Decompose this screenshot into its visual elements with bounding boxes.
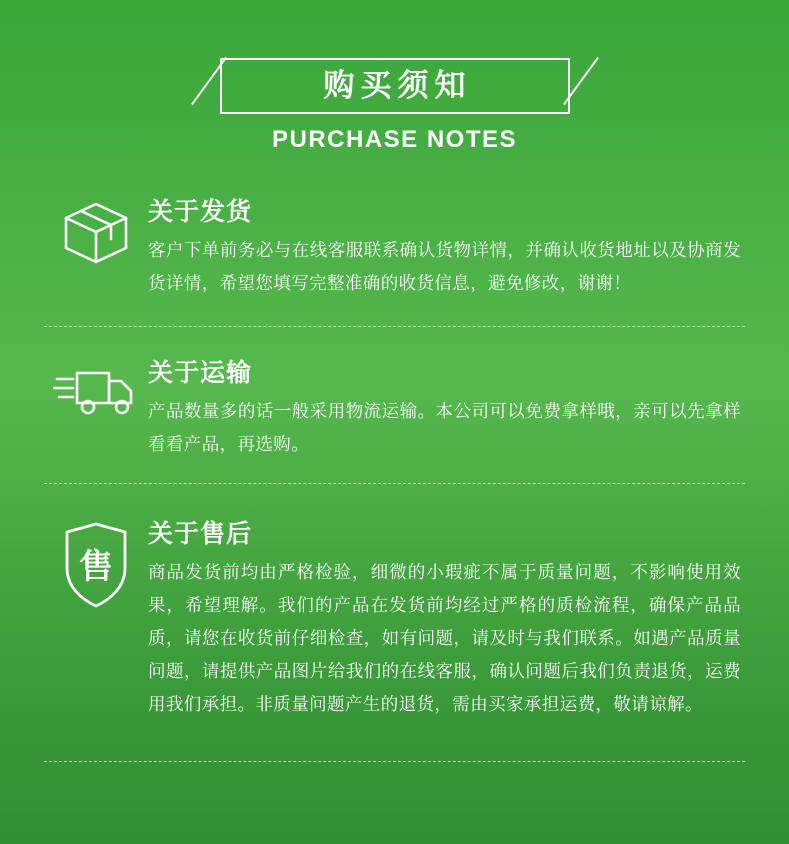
notes-sections	[0, 170, 789, 762]
section-shipping	[44, 170, 745, 300]
box-icon	[44, 192, 148, 268]
page-title: 购买须知	[323, 68, 472, 103]
section-transport	[44, 327, 745, 461]
section-divider-3	[44, 761, 745, 762]
section-title-after-sale: 关于售后	[148, 520, 253, 548]
page-header	[0, 0, 789, 170]
section-after-sale	[44, 484, 745, 721]
shield-after-sale-icon	[44, 514, 148, 612]
shield-icon-glyph: 售	[79, 548, 113, 586]
page-subtitle: PURCHASE NOTES	[271, 126, 518, 153]
section-body-after-sale: 商品发货前均由严格检验，细微的小瑕疵不属于质量问题，不影响使用效果，希望理解。我们的产品在发货前均经过严格的质检流程，确保产品品质，请您在收货前仔细检查，如有问题，请及时与我们联系。如遇产品质量问题，请提供产品图片给我们的在线客服，确认问题后我们负责退货，运费用我们承担。非质量问题产生的退货，需由买家承担运费，敬请谅解。	[148, 562, 741, 714]
section-body-shipping: 客户下单前务必与在线客服联系确认货物详情，并确认收货地址以及协商发货详情，希望您填写完整准确的收货信息，避免修改，谢谢！	[148, 240, 741, 293]
section-title-shipping: 关于发货	[148, 198, 253, 226]
section-body-transport: 产品数量多的话一般采用物流运输。本公司可以免费拿样哦，亲可以先拿样看看产品，再选购。	[148, 401, 741, 454]
truck-icon	[44, 353, 148, 421]
section-title-transport: 关于运输	[148, 359, 253, 387]
